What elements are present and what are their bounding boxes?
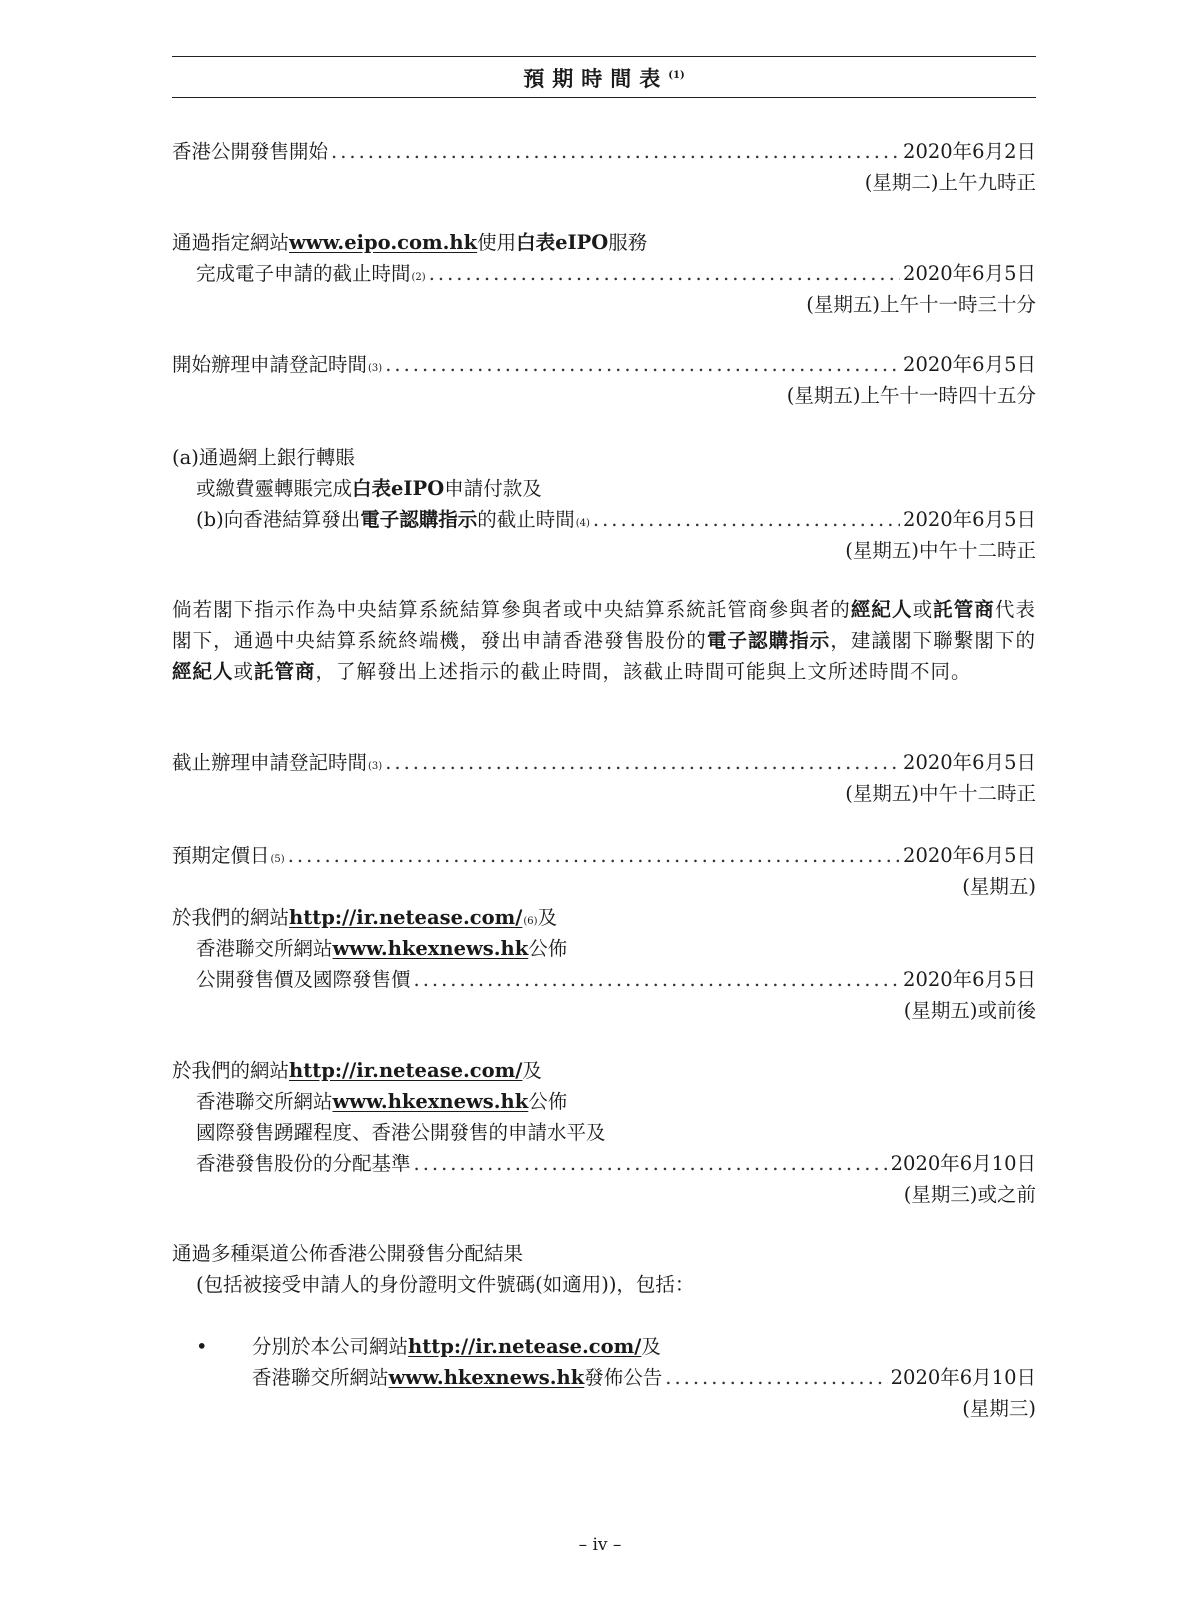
entry-label: 發佈公告 (584, 1366, 663, 1389)
leader-dots (385, 747, 900, 778)
entry-label: 完成電子申請的截止時間 (196, 262, 411, 285)
footnote-ref: (6) (523, 916, 538, 927)
entry-text: 國際發售踴躍程度、香港公開發售的申請水平及 (196, 1121, 606, 1144)
entry-date: 2020年6月5日 (903, 844, 1036, 867)
entry-eipo-deadline (172, 227, 1036, 320)
footnote-ref: (5) (270, 854, 285, 865)
bullet-marker: • (196, 1335, 208, 1358)
entry-registration-close (172, 747, 1036, 809)
para-text: ，建議閣下聯繫閣下的 (830, 629, 1036, 652)
entry-label: 公開發售價及國際發售價 (196, 968, 411, 991)
bold-term: 託管商 (933, 598, 995, 621)
leader-dots (414, 964, 901, 995)
page-title (172, 57, 1036, 97)
link-netease-ir[interactable]: http://ir.netease.com/ (289, 1059, 523, 1082)
entry-text: 通過指定網站 (172, 231, 290, 254)
entry-date: 2020年6月10日 (890, 1152, 1036, 1175)
entry-text: 於我們的網站 (172, 1059, 290, 1082)
footnote-ref: (3) (368, 363, 383, 374)
entry-date: 2020年6月10日 (890, 1366, 1036, 1389)
entry-allocation-results (172, 1238, 1036, 1300)
link-netease-ir[interactable]: http://ir.netease.com/ (408, 1335, 642, 1358)
entry-weekday-time: (星期三)或之前 (903, 1183, 1036, 1206)
entry-text: (包括被接受申請人的身份證明文件號碼(如適用))，包括： (196, 1273, 695, 1296)
leader-dots (288, 840, 900, 871)
link-hkexnews[interactable]: www.hkexnews.hk (332, 1090, 529, 1113)
leader-dots (665, 1362, 887, 1393)
entry-weekday-time: (星期五)中午十二時正 (845, 782, 1036, 805)
leader-dots (414, 1148, 888, 1179)
entry-weekday-time: (星期五) (962, 875, 1036, 898)
entry-text: (b)向香港結算發出 (196, 508, 361, 531)
entry-price-determination (172, 840, 1036, 902)
entry-text: 公佈 (528, 937, 568, 960)
entry-text: 申請付款及 (444, 477, 542, 500)
entry-weekday-time: (星期五)上午十一時四十五分 (786, 384, 1036, 407)
entry-weekday-time: (星期五)或前後 (903, 999, 1036, 1022)
leader-dots (331, 136, 900, 167)
footnote-ref: (3) (368, 761, 383, 772)
entry-text: 通過多種渠道公佈香港公開發售分配結果 (172, 1242, 524, 1265)
bold-term: 電子認購指示 (360, 508, 478, 531)
leader-dots (429, 258, 900, 289)
entry-date: 2020年6月5日 (903, 262, 1036, 285)
entry-hk-offer-start (172, 136, 1036, 198)
entry-text: 分別於本公司網站 (252, 1335, 409, 1358)
link-netease-ir[interactable]: http://ir.netease.com/ (289, 906, 523, 929)
bold-term: 電子認購指示 (706, 629, 831, 652)
entry-date: 2020年6月5日 (903, 353, 1036, 376)
entry-text: 及 (537, 906, 558, 929)
entry-text: 香港聯交所網站 (252, 1366, 389, 1389)
entry-date: 2020年6月2日 (903, 140, 1036, 163)
entry-text: 及 (641, 1335, 661, 1358)
bottom-rule (172, 97, 1036, 98)
entry-text: 或繳費靈轉賬完成 (196, 477, 353, 500)
leader-dots (385, 349, 900, 380)
ccass-notice-paragraph (172, 594, 1036, 687)
leader-dots (593, 504, 900, 535)
bold-term: 白表eIPO (516, 231, 609, 254)
page-number: – iv – (578, 1535, 622, 1555)
entry-text: 服務 (608, 231, 648, 254)
entry-date: 2020年6月5日 (903, 508, 1036, 531)
link-eipo[interactable]: www.eipo.com.hk (289, 231, 478, 254)
para-text: 或 (912, 598, 934, 621)
bold-term: 託管商 (254, 660, 316, 683)
entry-weekday-time: (星期三) (962, 1397, 1036, 1420)
entry-text: 及 (522, 1059, 542, 1082)
entry-text: 使用 (477, 231, 517, 254)
para-text: 或 (233, 660, 255, 683)
entry-date: 2020年6月5日 (903, 751, 1036, 774)
bold-term: 白表eIPO (352, 477, 445, 500)
entry-text: 香港聯交所網站 (196, 1090, 333, 1113)
link-hkexnews[interactable]: www.hkexnews.hk (332, 937, 529, 960)
entry-label: 的截止時間 (477, 508, 575, 531)
entry-allotment-basis (172, 1055, 1036, 1210)
entry-label: 香港發售股份的分配基準 (196, 1152, 411, 1175)
entry-label: 截止辦理申請登記時間 (172, 751, 368, 774)
document-page (172, 56, 1036, 98)
entry-registration-open (172, 349, 1036, 411)
entry-weekday-time: (星期五)上午十一時三十分 (806, 293, 1036, 316)
entry-price-announcement (172, 902, 1036, 1026)
entry-weekday-time: (星期五)中午十二時正 (845, 539, 1036, 562)
para-text: 倘若閣下指示作為中央結算系統結算參與者或中央結算系統託管商參與者的 (172, 598, 851, 621)
bold-term: 經紀人 (172, 660, 234, 683)
footnote-ref: (4) (575, 518, 590, 529)
para-text: 代表閣下，通過中央結算系統終端機，發出申請香港發售股份的 (172, 598, 1036, 652)
entry-text: (a)通過網上銀行轉賬 (172, 446, 355, 469)
entry-label: 預期定價日 (172, 844, 270, 867)
title-text: 預期時間表 (523, 66, 669, 91)
entry-text: 公佈 (528, 1090, 568, 1113)
entry-text: 於我們的網站 (172, 906, 290, 929)
link-hkexnews[interactable]: www.hkexnews.hk (388, 1366, 585, 1389)
entry-date: 2020年6月5日 (903, 968, 1036, 991)
entry-label: 香港公開發售開始 (172, 140, 329, 163)
entry-weekday-time: (星期二)上午九時正 (864, 171, 1036, 194)
entry-label: 開始辦理申請登記時間 (172, 353, 368, 376)
footnote-ref: (2) (411, 272, 426, 283)
entry-payment-deadline (172, 442, 1036, 566)
title-note: (1) (668, 70, 685, 81)
para-text: ，了解發出上述指示的截止時間，該截止時間可能與上文所述時間不同。 (315, 660, 972, 683)
entry-bullet-announcement (172, 1331, 1036, 1424)
entry-text: 香港聯交所網站 (196, 937, 333, 960)
bold-term: 經紀人 (850, 598, 913, 621)
